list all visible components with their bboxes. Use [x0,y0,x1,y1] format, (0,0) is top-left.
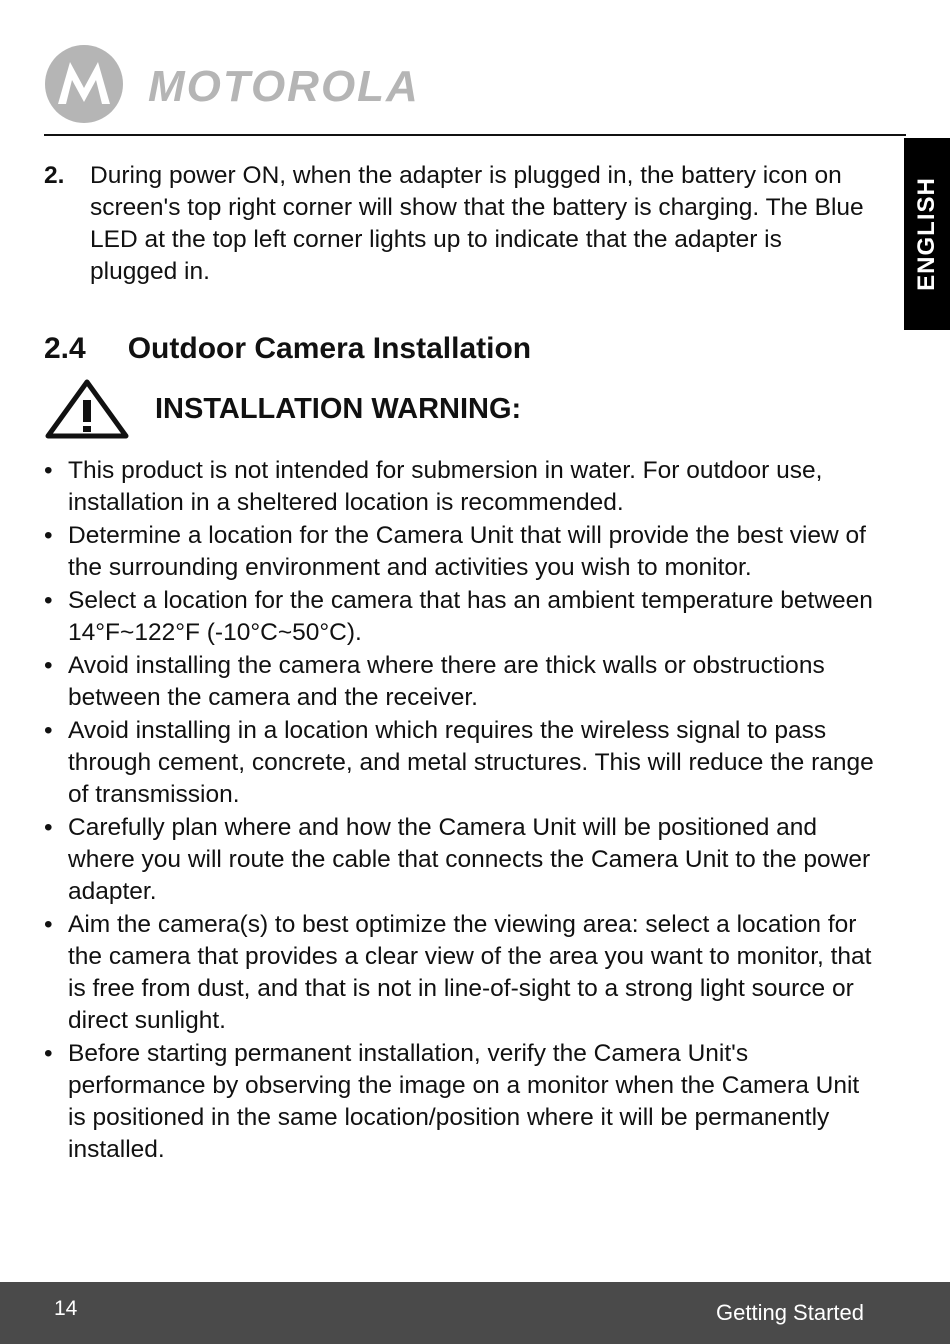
step-number: 2. [44,162,65,189]
list-item: • This product is not intended for submersion in water. For outdoor use, installation in a sheltered location is recommended. [44,457,823,516]
section-title: Outdoor Camera Installation [127,332,532,365]
step-text: During power ON, when the adapter is plugged in, the battery icon on screen's top right corner will show that the battery is charging. The Blue LED at the top left corner lights up to indicate that the adapter is plugged in. [90,162,864,285]
list-item: • Avoid installing the camera where there are thick walls or obstructions between the camera and the receiver. [44,652,825,711]
step-item [44,160,864,288]
warning-list [44,455,874,1167]
list-item: • Aim the camera(s) to best optimize the viewing area: select a location for the camera that provides a clear view of the area you want to monitor, that is free from dust, and that is not in line-of-sight to a strong light source or direct sunlight. [44,911,872,1034]
warning-triangle-icon [44,378,130,440]
motorola-logo-icon [44,44,124,124]
brand-wordmark: MOTOROLA [148,62,420,111]
language-label: ENGLISH [913,177,940,291]
language-tab [904,138,950,330]
warning-title: INSTALLATION WARNING: [155,393,522,425]
list-item: • Determine a location for the Camera Unit that will provide the best view of the surrounding environment and activities you wish to monitor. [44,522,866,581]
list-item: • Carefully plan where and how the Camera Unit will be positioned and where you will route the cable that connects the Camera Unit to the power adapter. [44,814,871,905]
page-footer [0,1282,950,1344]
section-heading [44,332,531,366]
list-item: • Before starting permanent installation, verify the Camera Unit's performance by observing the image on a monitor when the Camera Unit is positioned in the same location/position where it will be permanently installed. [44,1040,860,1163]
header-divider [44,134,906,136]
footer-section-name: Getting Started [716,1300,864,1325]
page-number: 14 [54,1297,78,1320]
list-item: • Avoid installing in a location which requires the wireless signal to pass through cement, concrete, and metal structures. This will reduce the range of transmission. [44,717,874,808]
page-header [44,44,904,124]
section-number: 2.4 [44,332,86,365]
list-item: • Select a location for the camera that has an ambient temperature between 14°F~122°F (-10°C~50°C). [44,587,873,646]
